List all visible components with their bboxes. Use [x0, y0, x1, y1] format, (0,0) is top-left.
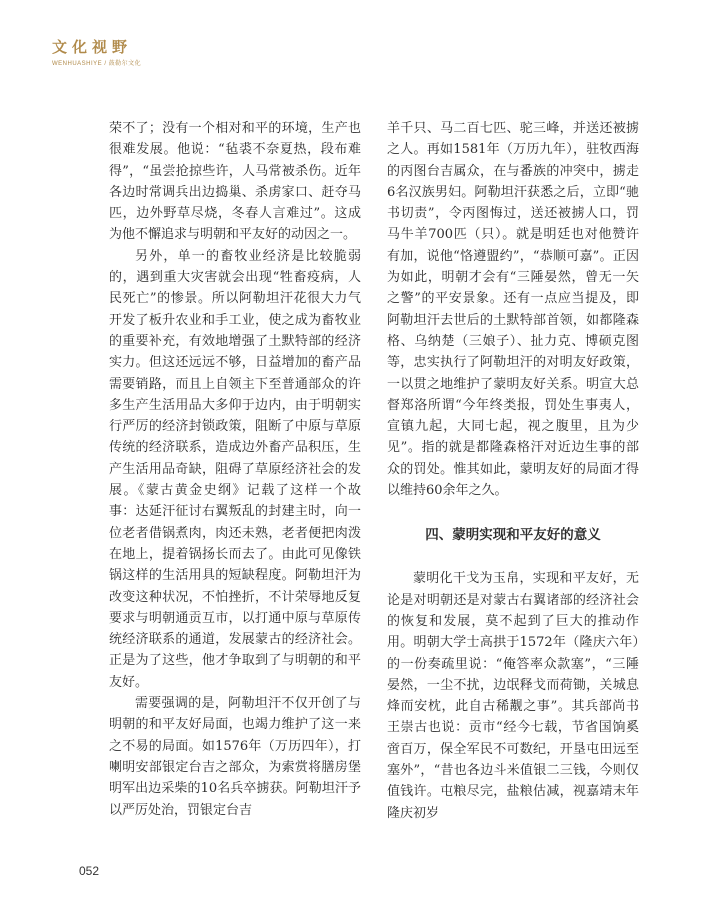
section-subtitle: WENHUASHIYE / 鼓勒尔文化	[52, 61, 142, 67]
section-heading: 四、蒙明实现和平友好的意义	[425, 527, 601, 543]
paragraph: 蒙明化干戈为玉帛，实现和平友好，无论是对明朝还是对蒙古右翼诸部的经济社会的恢复和发展，莫不起到了巨大的推动作用。明朝大学士高拱于1572年（隆庆六年）的一份奏疏里说：“俺答率众款塞”，“三陲晏然，一尘不扰，边氓释戈而荷锄，关城息烽而安枕，此自古稀觏之事”。其兵部尚书王崇古也说：贡市“经今七载，节省国饷奚啻百万，保全军民不可数纪，开垦屯田远至塞外”，“昔也各边斗米值银二三钱，今则仅值钱许。屯粮尽完，盐粮估减，视嘉靖末年隆庆初岁	[387, 571, 639, 821]
section-title: 文化视野	[52, 38, 133, 56]
right-column	[387, 118, 639, 824]
page-number: 052	[79, 864, 100, 878]
paragraph: 羊千只、马二百七匹、驼三峰，并送还被掳之人。再如1581年（万历九年），驻牧西海的丙图台吉属众，在与番族的冲突中，掳走6名汉族男妇。阿勒坦汗获悉之后，立即“驰书切责”，令丙图悔过，送还被掳人口，罚马牛羊700匹（只）。就是明廷也对他赞许有加，说他“恪遵盟约”，“恭顺可嘉”。正因为如此，明朝才会有“三陲晏然，曾无一矢之警”的平安景象。还有一点应当提及，即阿勒坦汗去世后的土默特部首领，如都隆森格、乌纳楚（三娘子）、扯力克、博硕克图等，忠实执行了阿勒坦汗的对明友好政策，一以贯之地维护了蒙明友好关系。明宣大总督郑洛所谓“今年终类报，罚处生事夷人，宣镇九起，大同七起，视之腹里，且为少见”。指的就是都隆森格汗对近边生事的部众的罚处。惟其如此，蒙明友好的局面才得以维持60余年之久。	[387, 121, 639, 499]
paragraph: 需要强调的是，阿勒坦汗不仅开创了与明朝的和平友好局面，也竭力维护了这一来之不易的局面。如1576年（万历四年），打喇明安部银定台吉之部众，为索赏将膳房堡明军出边采柴的10名兵卒掳获。阿勒坦汗予以严厉处治，罚银定台吉	[109, 696, 361, 818]
section-header	[52, 38, 141, 67]
paragraph: 另外，单一的畜牧业经济是比较脆弱的，遇到重大灾害就会出现“牲畜疫病，人民死亡”的惨景。所以阿勒坦汗花很大力气开发了板升农业和手工业，使之成为畜牧业的重要补充，有效地增强了土默特部的经济实力。但这还远远不够，日益增加的畜产品需要销路，而且上自领主下至普通部众的许多生产生活用品大多仰于边内，由于明朝实行严厉的经济封锁政策，阻断了中原与草原传统的经济联系，造成边外畜产品积压，生产生活用品奇缺，阻碍了草原经济社会的发展。《蒙古黄金史纲》记载了这样一个故事：达延汗征讨右翼叛乱的封建主时，向一位老者借锅煮肉，肉还未熟，老者便把肉泼在地上，提着锅扬长而去了。由此可见像铁锅这样的生活用具的短缺程度。阿勒坦汗为改变这种状况，不怕挫折，不计荣辱地反复要求与明朝通贡互市，以打通中原与草原传统经济联系的通道，发展蒙古的经济社会。正是为了这些，他才争取到了与明朝的和平友好。	[109, 248, 361, 690]
left-column	[109, 118, 361, 821]
paragraph: 荣不了；没有一个相对和平的环境，生产也很难发展。他说：“毡裘不奈夏热，段布难得”，“虽尝抢掠些许，人马常被杀伤。近年各边时常调兵出边捣巢、杀虏家口、赶夺马匹，边外野草尽烧，冬春人言难过”。这成为他不懈追求与明朝和平友好的动因之一。	[109, 121, 361, 243]
